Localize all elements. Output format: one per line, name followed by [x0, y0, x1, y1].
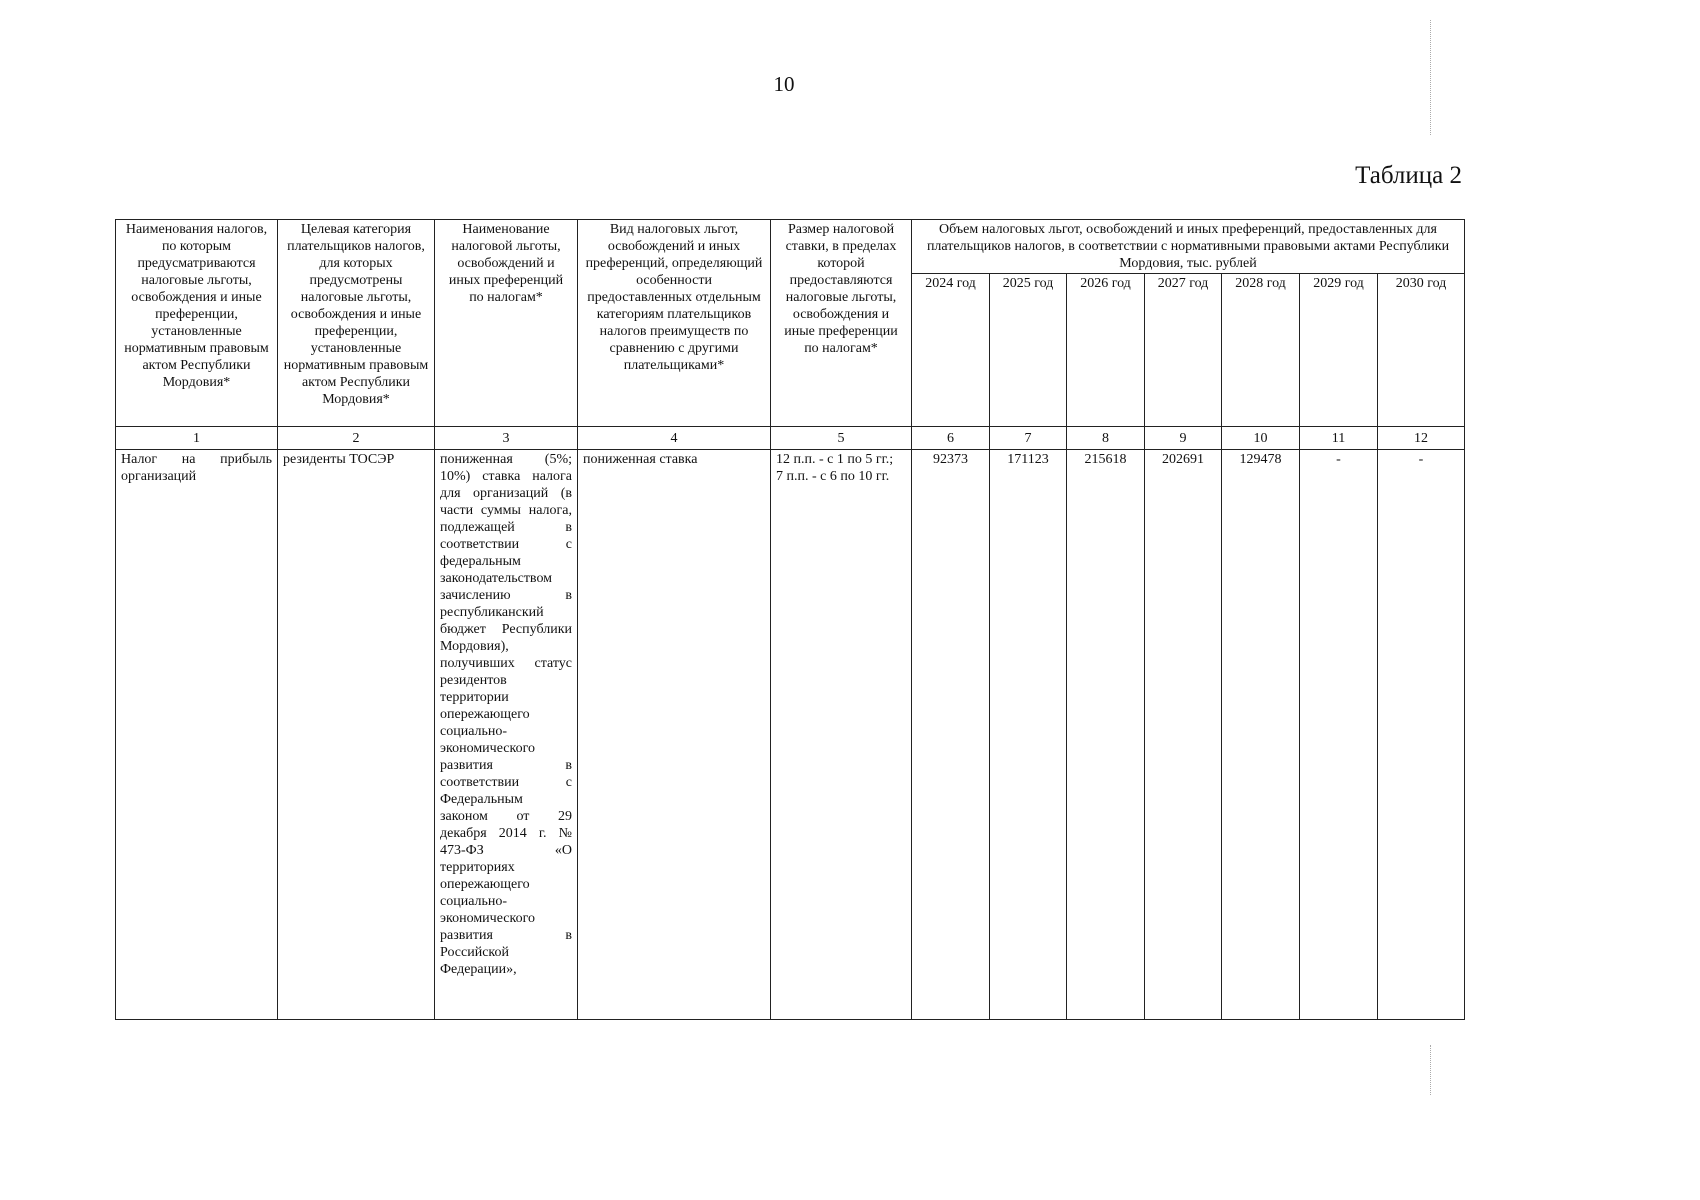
header-year: 2029 год	[1300, 274, 1378, 427]
value-cell-2026: 215618	[1067, 450, 1145, 1020]
header-year: 2030 год	[1378, 274, 1465, 427]
column-number: 11	[1300, 427, 1378, 450]
column-number: 12	[1378, 427, 1465, 450]
value-cell-2027: 202691	[1145, 450, 1222, 1020]
column-number-row	[116, 427, 1465, 450]
header-target-category: Целевая категория плательщиков налогов, для которых предусмотрены налоговые льготы, освобождения и иные преференции, установленные нормативным правовым актом Республики Мордовия*	[278, 220, 435, 427]
header-year: 2024 год	[912, 274, 990, 427]
tax-rate-line-1: 12 п.п. - с 1 по 5 гг.;	[776, 452, 894, 467]
column-number: 1	[116, 427, 278, 450]
page-number: 10	[773, 72, 795, 96]
table-caption: Таблица 2	[1355, 162, 1462, 189]
tax-name-cell: Налог на прибыль организаций	[116, 450, 278, 1020]
benefit-type-cell: пониженная ставка	[578, 450, 771, 1020]
header-year: 2027 год	[1145, 274, 1222, 427]
value-cell-2024: 92373	[912, 450, 990, 1020]
header-benefit-name: Наименование налоговой льготы, освобождений и иных преференций по налогам*	[435, 220, 578, 427]
column-number: 7	[990, 427, 1067, 450]
category-cell: резиденты ТОСЭР	[278, 450, 435, 1020]
column-number: 4	[578, 427, 771, 450]
header-tax-names: Наименования налогов, по которым предусматриваются налоговые льготы, освобождения и иные преференции, установленные нормативным правовым актом Республики Мордовия*	[116, 220, 278, 427]
tax-benefits-table	[115, 219, 1465, 1020]
header-row-1	[116, 220, 1465, 274]
column-number: 5	[771, 427, 912, 450]
value-cell-2028: 129478	[1222, 450, 1300, 1020]
column-number: 10	[1222, 427, 1300, 450]
column-number: 9	[1145, 427, 1222, 450]
column-number: 2	[278, 427, 435, 450]
value-cell-2029: -	[1300, 450, 1378, 1020]
header-benefit-volume: Объем налоговых льгот, освобождений и иных преференций, предоставленных для плательщиков налогов, в соответствии с нормативными правовыми актами Республики Мордовия, тыс. рублей	[912, 220, 1465, 274]
scan-mark-bottom	[1430, 1045, 1433, 1095]
tax-rate-line-2: 7 п.п. - с 6 по 10 гг.	[776, 469, 890, 484]
header-year: 2025 год	[990, 274, 1067, 427]
header-benefit-type: Вид налоговых льгот, освобождений и иных преференций, определяющий особенности предоставленных отдельным категориям плательщиков налогов преимуществ по сравнению с другими плательщиками*	[578, 220, 771, 427]
header-year: 2026 год	[1067, 274, 1145, 427]
value-cell-2025: 171123	[990, 450, 1067, 1020]
column-number: 3	[435, 427, 578, 450]
benefit-name-cell: пониженная (5%; 10%) ставка налога для организаций (в части суммы налога, подлежащей в соответствии с федеральным законодательством зачислению в республиканский бюджет Республики Мордовия), получивших статус резидентов территории опережающего социально-экономического развития в соответствии с Федеральным законом от 29 декабря 2014 г. № 473-ФЗ «О территориях опережающего социально-экономического развития в Российской Федерации»,	[435, 450, 578, 1020]
column-number: 6	[912, 427, 990, 450]
scan-mark-top	[1430, 20, 1433, 135]
column-number: 8	[1067, 427, 1145, 450]
tax-rate-cell	[771, 450, 912, 1020]
header-tax-rate: Размер налоговой ставки, в пределах которой предоставляются налоговые льготы, освобождения и иные преференции по налогам*	[771, 220, 912, 427]
value-cell-2030: -	[1378, 450, 1465, 1020]
header-year: 2028 год	[1222, 274, 1300, 427]
table-row	[116, 450, 1465, 1020]
